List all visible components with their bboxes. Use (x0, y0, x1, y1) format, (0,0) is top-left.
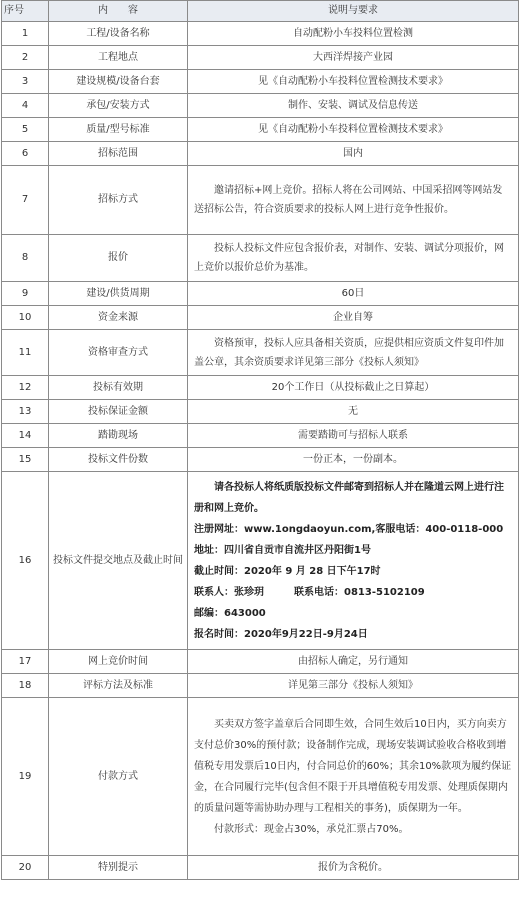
table-row (2, 698, 519, 856)
row-number: 16 (2, 472, 49, 650)
row-desc: 报价为含税价。 (188, 856, 519, 880)
row-item: 招标方式 (49, 166, 188, 235)
row-desc: 20个工作日（从投标截止之日算起） (188, 376, 519, 400)
registration-period: 报名时间：2020年9月22日-9月24日 (194, 628, 368, 640)
row-item: 网上竞价时间 (49, 650, 188, 674)
header-no: 序号 (2, 1, 49, 22)
row-item: 建设/供货周期 (49, 282, 188, 306)
table-row (2, 118, 519, 142)
contact-info: 联系人：张珍玥 联系电话：0813-5102109 (194, 586, 425, 598)
row-item: 付款方式 (49, 698, 188, 856)
table-row (2, 330, 519, 376)
row-desc: 自动配粉小车投料位置检测 (188, 22, 519, 46)
postal-code: 邮编：643000 (194, 607, 266, 619)
row-number: 20 (2, 856, 49, 880)
table-row (2, 235, 519, 282)
table-row (2, 22, 519, 46)
row-number: 19 (2, 698, 49, 856)
table-row (2, 650, 519, 674)
table-row (2, 306, 519, 330)
row-desc: 大西洋焊接产业园 (188, 46, 519, 70)
row-number: 18 (2, 674, 49, 698)
row-item: 资金来源 (49, 306, 188, 330)
row-number: 9 (2, 282, 49, 306)
row-number: 14 (2, 424, 49, 448)
row-desc: 无 (188, 400, 519, 424)
row-desc: 国内 (188, 142, 519, 166)
table-row (2, 166, 519, 235)
table-row (2, 472, 519, 650)
row-number: 1 (2, 22, 49, 46)
row-desc: 制作、安装、调试及信息传送 (188, 94, 519, 118)
row-item: 踏勘现场 (49, 424, 188, 448)
submission-instruction: 请各投标人将纸质版投标文件邮寄到招标人并在隆道云网上进行注册和网上竞价。 (194, 481, 504, 514)
row-desc: 企业自筹 (188, 306, 519, 330)
row-number: 8 (2, 235, 49, 282)
row-number: 15 (2, 448, 49, 472)
row-desc: 见《自动配粉小车投料位置检测技术要求》 (188, 118, 519, 142)
row-number: 13 (2, 400, 49, 424)
row-desc: 由招标人确定，另行通知 (188, 650, 519, 674)
row-number: 17 (2, 650, 49, 674)
table-row (2, 376, 519, 400)
table-row (2, 674, 519, 698)
table-row (2, 142, 519, 166)
row-desc: 邀请招标+网上竞价。招标人将在公司网站、中国采招网等网站发送招标公告，符合资质要求的投标人网上进行竞争性报价。 (188, 166, 519, 235)
row-number: 11 (2, 330, 49, 376)
table-row (2, 94, 519, 118)
table-row (2, 282, 519, 306)
row-desc: 需要踏勘可与招标人联系 (188, 424, 519, 448)
row-item: 投标文件份数 (49, 448, 188, 472)
table-row (2, 448, 519, 472)
row-desc: 见《自动配粉小车投料位置检测技术要求》 (188, 70, 519, 94)
row-desc: 投标人投标文件应包含报价表，对制作、安装、调试分项报价，网上竞价以报价总价为基准。 (188, 235, 519, 282)
row-item: 投标文件提交地点及截止时间 (49, 472, 188, 650)
row-item: 投标保证金额 (49, 400, 188, 424)
table-row (2, 70, 519, 94)
row-number: 3 (2, 70, 49, 94)
row-item: 招标范围 (49, 142, 188, 166)
row-item: 资格审查方式 (49, 330, 188, 376)
header-desc: 说明与要求 (188, 1, 519, 22)
table-row (2, 424, 519, 448)
row-item: 报价 (49, 235, 188, 282)
row-item: 评标方法及标准 (49, 674, 188, 698)
row-number: 7 (2, 166, 49, 235)
table-header-row (2, 1, 519, 22)
row-item: 投标有效期 (49, 376, 188, 400)
row-item: 工程地点 (49, 46, 188, 70)
row-desc: 详见第三部分《投标人须知》 (188, 674, 519, 698)
row-number: 12 (2, 376, 49, 400)
row-item: 特别提示 (49, 856, 188, 880)
row-item: 工程/设备名称 (49, 22, 188, 46)
row-number: 10 (2, 306, 49, 330)
table-row (2, 400, 519, 424)
row-desc: 资格预审，投标人应具备相关资质，应提供相应资质文件复印件加盖公章，其余资质要求详见第三部分《投标人须知》 (188, 330, 519, 376)
row-number: 2 (2, 46, 49, 70)
row-desc: 一份正本，一份副本。 (188, 448, 519, 472)
header-content: 内 容 (49, 1, 188, 22)
row-item: 质量/型号标准 (49, 118, 188, 142)
bid-requirements-table (1, 0, 519, 880)
payment-form: 付款形式：现金占30%，承兑汇票占70%。 (214, 823, 409, 835)
deadline: 截止时间：2020年 9 月 28 日下午17时 (194, 565, 381, 577)
table-row (2, 46, 519, 70)
submission-details (188, 472, 519, 650)
row-number: 6 (2, 142, 49, 166)
payment-terms (188, 698, 519, 856)
row-item: 建设规模/设备台套 (49, 70, 188, 94)
table-row (2, 856, 519, 880)
registration-info: 注册网址：www.1ongdaoyun.com,客服电话：400-0118-000地址：四川省自贡市自流井区丹阳街1号 (194, 523, 504, 556)
row-item: 承包/安装方式 (49, 94, 188, 118)
row-number: 4 (2, 94, 49, 118)
row-desc: 60日 (188, 282, 519, 306)
row-number: 5 (2, 118, 49, 142)
payment-schedule: 买卖双方签字盖章后合同即生效，合同生效后10日内，买方向卖方支付总价30%的预付款；设备制作完成，现场安装调试验收合格收到增值税专用发票后10日内，付合同总价的60%；其余10%款项为履约保证金，在合同履行完毕(包含但不限于开具增值税专用发票、处理质保期内的质量问题等需协助办理与工程相关的事务)，质保期为一年。 (194, 718, 512, 814)
